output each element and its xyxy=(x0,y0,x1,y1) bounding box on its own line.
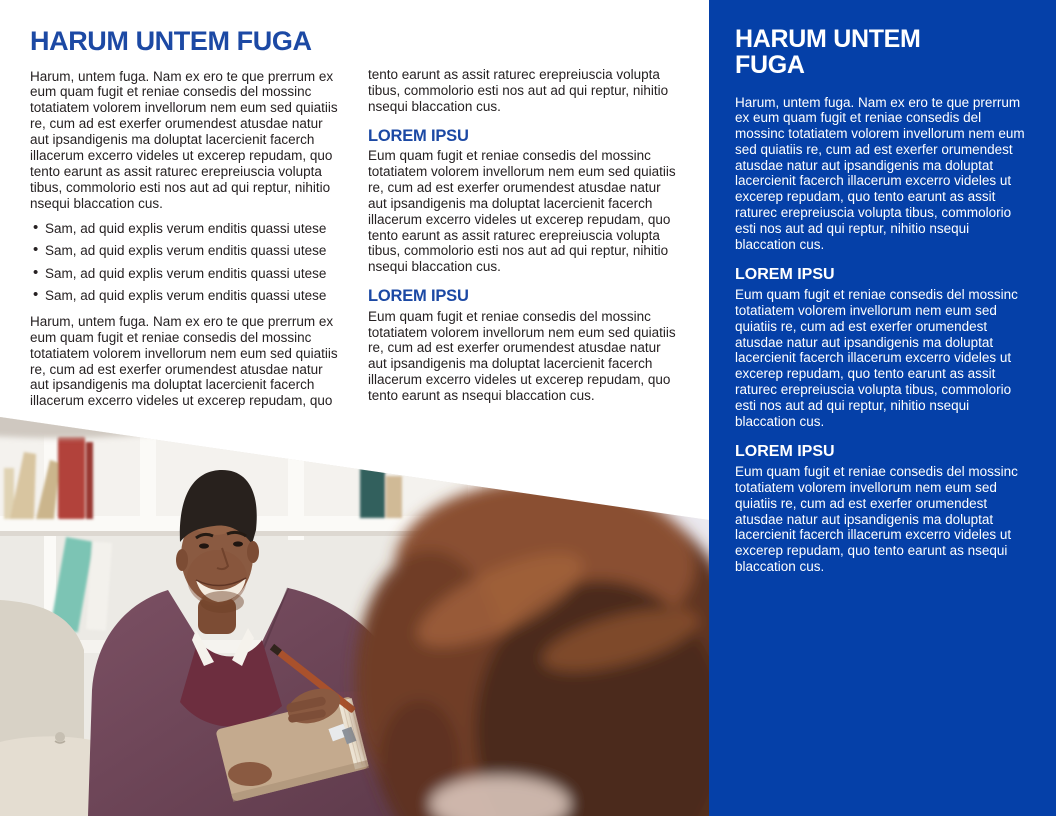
panel-section-body: Eum quam fugit et reniae consedis del mossinc totatiatem volorem invellorum nem eum sed quiatiis re, cum ad est exerfer orumendest atusdae natur aut ipsandigenis ma doluptat lacercienit facerch illacerum excerro videles ut excerep repudam, quo tento earunt as assit raturec erepreiuscia volupta tibus, commolorio esti nos aut ad qui reptur, nihitio nsequi blaccation cus. xyxy=(735,287,1018,429)
middle-column xyxy=(368,28,678,413)
counseling-session-photo xyxy=(0,400,709,816)
panel-section-heading: LOREM IPSU xyxy=(735,266,835,284)
left-paragraph-1: Harum, untem fuga. Nam ex ero te que prerrum ex eum quam fugit et reniae consedis del mossinc totatiatem volorem invellorum nem eum sed quiatiis re, cum ad est exerfer orumendest atusdae natur aut ipsandigenis ma doluptat lacercienit facerch illacerum excerro videles ut excerep repudam, quo tento earunt as assit raturec erepreiuscia volupta tibus, commolorio esti nos aut ad qui reptur, nihitio nsequi blaccation cus. xyxy=(30,68,338,211)
photo-illustration xyxy=(0,400,709,816)
section-body: Eum quam fugit et reniae consedis del mossinc totatiatem volorem invellorum nem eum sed quiatiis re, cum ad est exerfer orumendest atusdae natur aut ipsandigenis ma doluptat lacercienit facerch illacerum excerro videles ut excerep repudam, quo tento earunt as nsequi blaccation cus. xyxy=(368,308,676,404)
middle-continuation-paragraph: tento earunt as assit raturec erepreiuscia volupta tibus, commolorio esti nos aut ad qui reptur, nihitio nsequi blaccation cus. xyxy=(368,67,669,114)
panel-section-body: Eum quam fugit et reniae consedis del mossinc totatiatem volorem invellorum nem eum sed quiatiis re, cum ad est exerfer orumendest atusdae natur aut ipsandigenis ma doluptat lacercienit facerch illacerum excerro videles ut excerep repudam, quo tento earunt as nsequi blaccation cus. xyxy=(735,464,1018,575)
bullet-item: • Sam, ad quid explis verum enditis quassi utese xyxy=(30,243,344,259)
middle-section-1 xyxy=(368,128,678,276)
panel-title: HARUM UNTEM FUGA xyxy=(735,25,921,80)
panel-section-2 xyxy=(735,444,1030,574)
section-heading: LOREM IPSU xyxy=(368,126,469,145)
woman-curly-hair xyxy=(355,480,709,816)
left-column xyxy=(30,28,344,418)
bullet-list xyxy=(30,221,344,304)
panel-section-heading: LOREM IPSU xyxy=(735,443,835,461)
bullet-item: • Sam, ad quid explis verum enditis quassi utese xyxy=(30,221,344,237)
section-body: Eum quam fugit et reniae consedis del mossinc totatiatem volorem invellorum nem eum sed quiatiis re, cum ad est exerfer orumendest atusdae natur aut ipsandigenis ma doluptat lacercienit facerch illacerum excerro videles ut excerep repudam, quo tento earunt as assit raturec erepreiuscia volupta tibus, commolorio esti nos aut ad qui reptur, nihitio nsequi blaccation cus. xyxy=(368,148,676,275)
middle-section-2 xyxy=(368,288,678,404)
left-paragraph-2: Harum, untem fuga. Nam ex ero te que prerrum ex eum quam fugit et reniae consedis del mossinc totatiatem volorem invellorum nem eum sed quiatiis re, cum ad est exerfer orumendest atusdae natur aut ipsandigenis ma doluptat lacercienit facerch illacerum excerro videles ut excerep repudam, quo xyxy=(30,313,338,409)
bullet-item: • Sam, ad quid explis verum enditis quassi utese xyxy=(30,288,344,304)
section-heading: LOREM IPSU xyxy=(368,287,469,306)
side-panel xyxy=(709,0,1056,816)
page-title: HARUM UNTEM FUGA xyxy=(30,26,312,56)
panel-section-1 xyxy=(735,267,1030,429)
panel-intro-paragraph: Harum, untem fuga. Nam ex ero te que prerrum ex eum quam fugit et reniae consedis del mossinc totatiatem volorem invellorum nem eum sed quiatiis re, cum ad est exerfer orumendest atusdae natur aut ipsandigenis ma doluptat lacercienit facerch illacerum excerro videles ut excerep repudam, quo tento earunt as assit raturec erepreiuscia volupta tibus, commolorio esti nos aut ad qui reptur, nihitio nsequi blaccation cus. xyxy=(735,94,1025,252)
bullet-item: • Sam, ad quid explis verum enditis quassi utese xyxy=(30,266,344,282)
